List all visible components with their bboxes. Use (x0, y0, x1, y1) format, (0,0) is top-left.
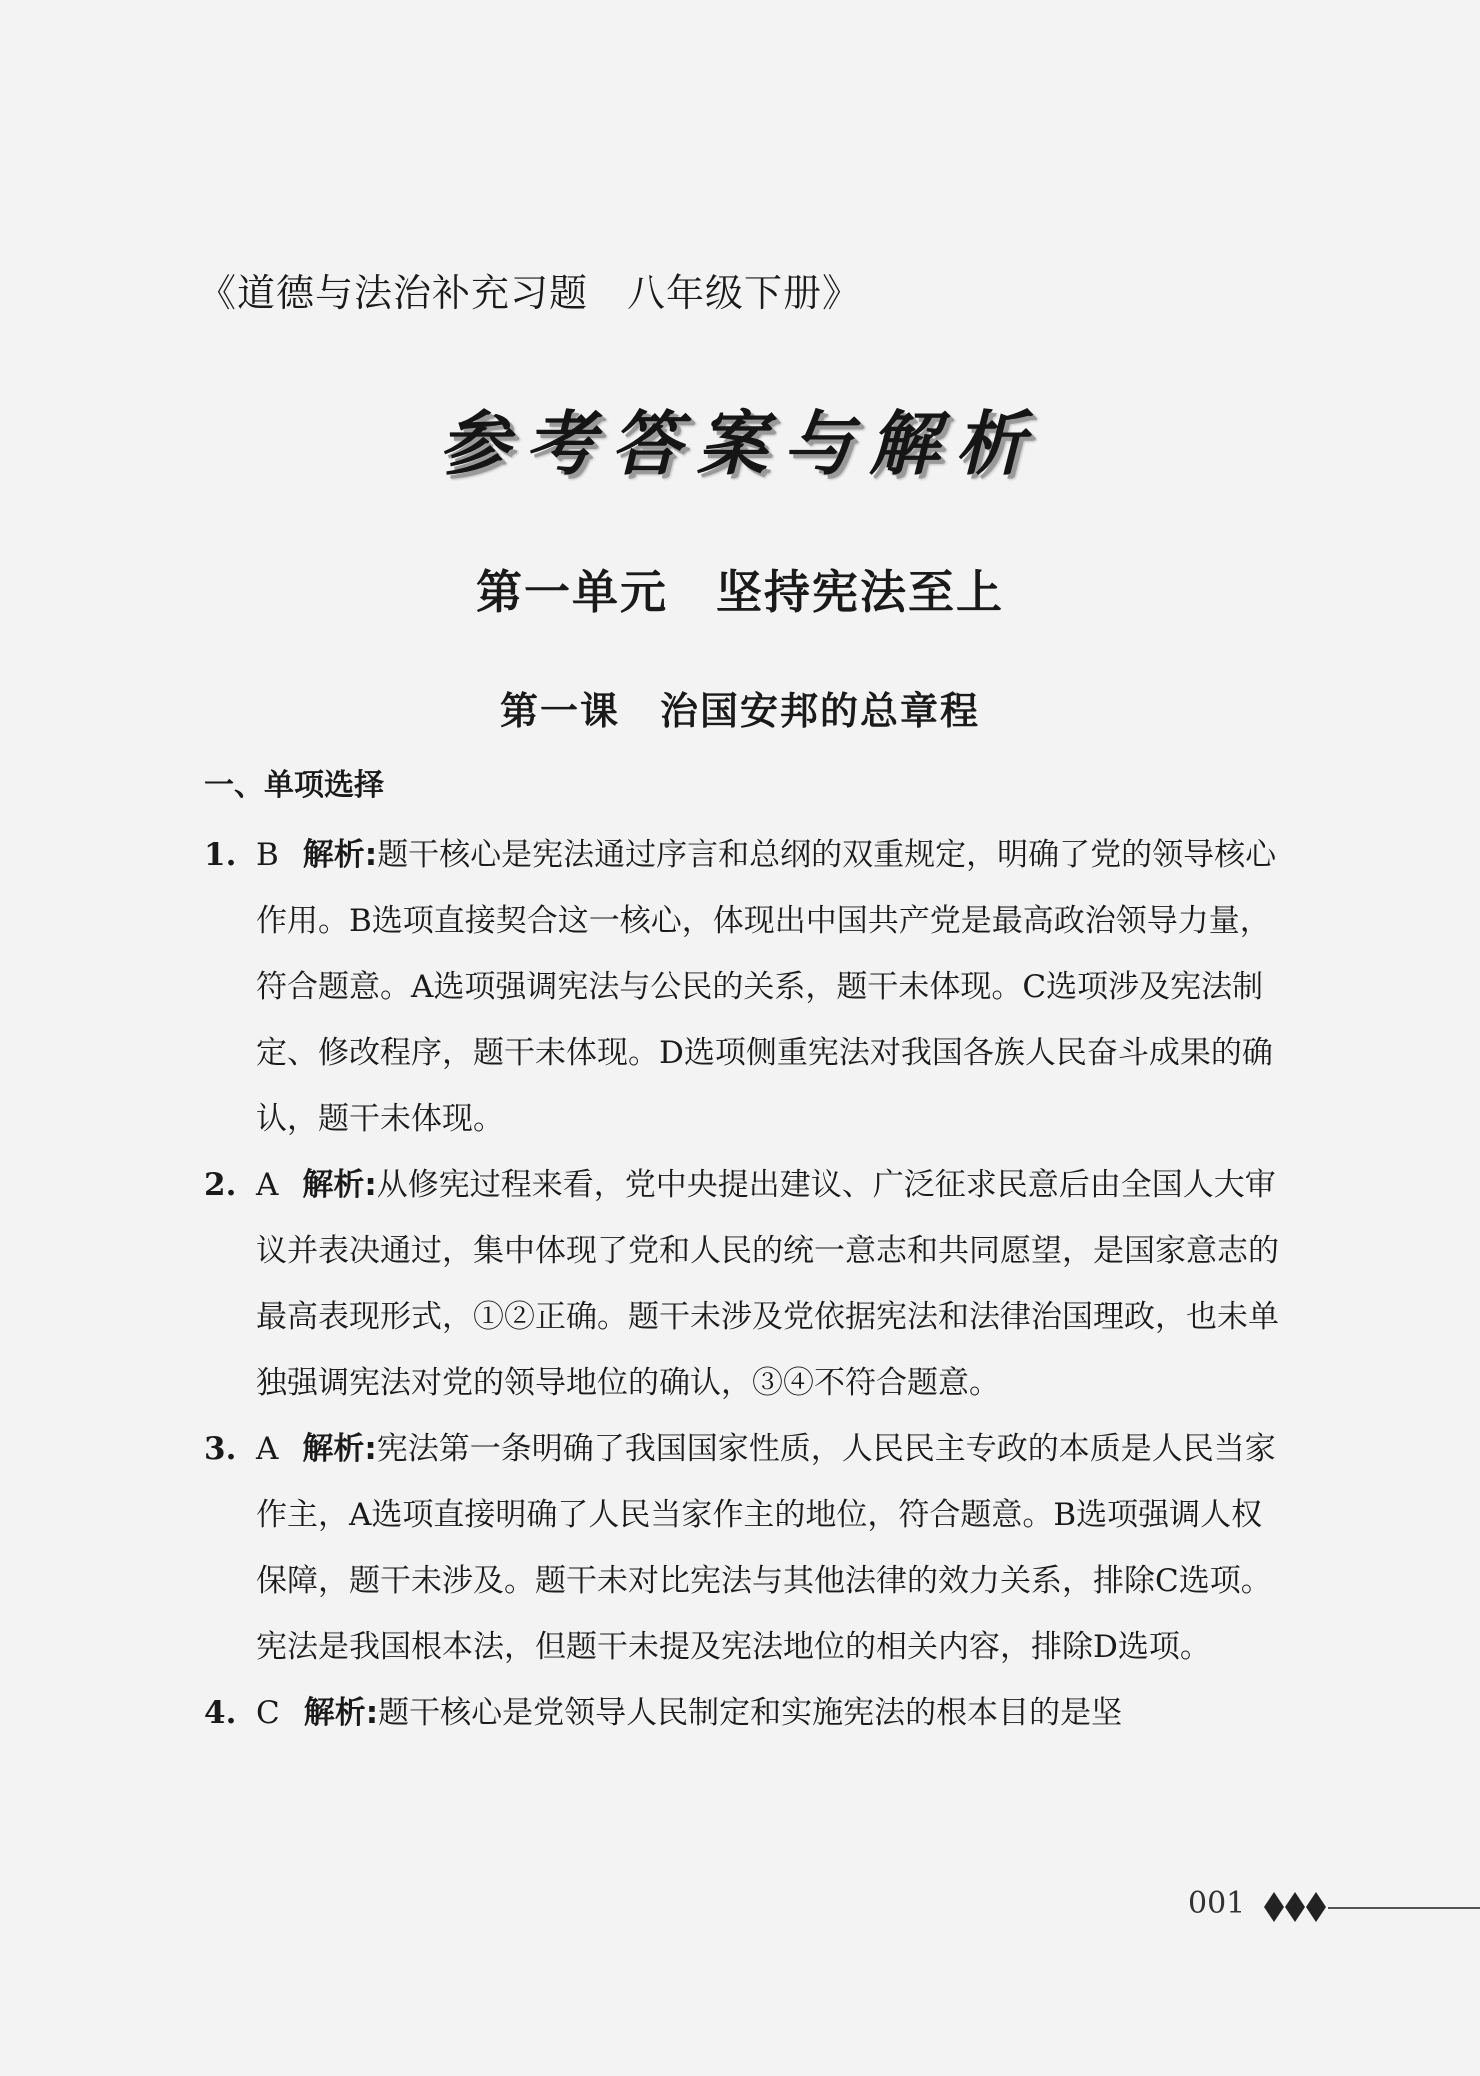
diamonds-icon (1264, 1892, 1328, 1922)
question-number: 2. (204, 1167, 237, 1203)
book-title: 《道德与法治补充习题 八年级下册》 (198, 271, 862, 315)
answer-choice: B (256, 837, 279, 873)
analysis-text: 题干核心是党领导人民制定和实施宪法的根本目的是坚 (378, 1695, 1123, 1731)
answer-item (204, 822, 1284, 1152)
answer-choice: A (256, 1167, 279, 1203)
main-title: 参考答案与解析 (439, 402, 1041, 485)
answer-item (204, 1416, 1284, 1680)
question-number: 1. (204, 837, 237, 873)
footer-rule (1328, 1907, 1480, 1909)
analysis-label: 解析: (302, 1431, 377, 1467)
analysis-label: 解析: (302, 837, 378, 873)
page-footer (1188, 1886, 1480, 1926)
lesson-title: 第一课 治国安邦的总章程 (499, 689, 980, 733)
answer-list (204, 822, 1284, 1746)
answer-choice: A (256, 1431, 279, 1467)
analysis-text: 题干核心是宪法通过序言和总纲的双重规定，明确了党的领导核心作用。B选项直接契合这一核心，体现出中国共产党是最高政治领导力量，符合题意。A选项强调宪法与公民的关系，题干未体现。C选项涉及宪法制定、修改程序，题干未体现。D选项侧重宪法对我国各族人民奋斗成果的确认，题干未体现。 (256, 837, 1277, 1137)
analysis-text: 宪法第一条明确了我国国家性质，人民民主专政的本质是人民当家作主，A选项直接明确了人民当家作主的地位，符合题意。B选项强调人权保障，题干未涉及。题干未对比宪法与其他法律的效力关系，排除C选项。宪法是我国根本法，但题干未提及宪法地位的相关内容，排除D选项。 (256, 1431, 1276, 1665)
analysis-label: 解析: (302, 1167, 377, 1203)
analysis-label: 解析: (303, 1695, 379, 1731)
question-number: 4. (204, 1695, 237, 1731)
answer-choice: C (256, 1695, 280, 1731)
unit-title: 第一单元 坚持宪法至上 (476, 565, 1004, 619)
section-title: 一、单项选择 (204, 768, 384, 803)
analysis-text: 从修宪过程来看，党中央提出建议、广泛征求民意后由全国人大审议并表决通过，集中体现了党和人民的统一意志和共同愿望，是国家意志的最高表现形式，①②正确。题干未涉及党依据宪法和法律治国理政，也未单独强调宪法对党的领导地位的确认，③④不符合题意。 (256, 1167, 1279, 1401)
answer-item (204, 1152, 1284, 1416)
question-number: 3. (204, 1431, 237, 1467)
page-number: 001 (1188, 1886, 1246, 1921)
answer-item (204, 1680, 1284, 1746)
